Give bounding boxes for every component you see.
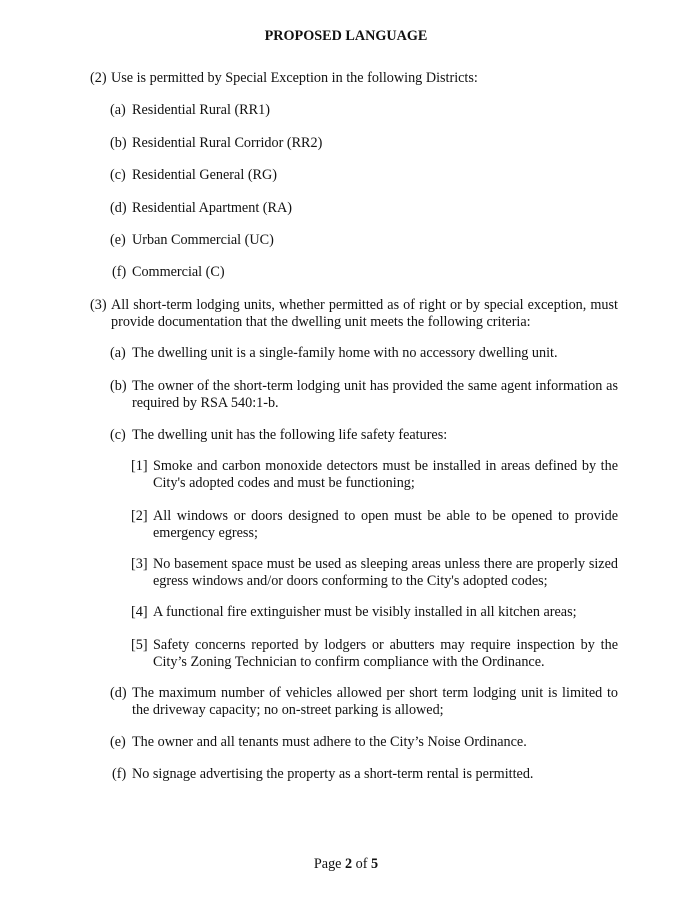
total-pages: 5 xyxy=(371,856,379,872)
item-text: Residential Rural Corridor (RR2) xyxy=(132,135,323,151)
district-item xyxy=(110,102,617,119)
item-text: Residential Rural (RR1) xyxy=(132,102,270,118)
item-text: The maximum number of vehicles allowed per short term lodging unit is limited to the driveway capacity; no on-street parking is allowed; xyxy=(132,685,618,718)
item-label: [4] xyxy=(131,604,148,620)
item-text: All windows or doors designed to open must be able to be opened to provide emergency egress; xyxy=(153,508,618,541)
item-label: [2] xyxy=(131,508,148,524)
section-label: (2) xyxy=(90,70,107,86)
item-label: (a) xyxy=(110,102,126,118)
criteria-item xyxy=(112,766,618,783)
safety-item xyxy=(131,556,618,589)
page-prefix: Page xyxy=(313,856,342,872)
section-label: (3) xyxy=(90,297,107,313)
item-text: The owner of the short-term lodging unit has provided the same agent information as required by RSA 540:1-b. xyxy=(132,378,618,411)
item-text: Urban Commercial (UC) xyxy=(132,232,274,248)
page-number xyxy=(0,856,692,873)
section-2 xyxy=(90,70,620,87)
criteria-item xyxy=(110,685,618,718)
district-item xyxy=(112,264,617,281)
item-label: (c) xyxy=(110,167,126,183)
item-label: (f) xyxy=(112,264,127,280)
section-text: Use is permitted by Special Exception in the following Districts: xyxy=(111,70,478,86)
criteria-item xyxy=(110,378,618,411)
item-text: No signage advertising the property as a short-term rental is permitted. xyxy=(132,766,534,782)
current-page: 2 xyxy=(345,856,353,872)
item-text: A functional fire extinguisher must be visibly installed in all kitchen areas; xyxy=(153,604,577,620)
section-text: All short-term lodging units, whether permitted as of right or by special exception, must provide documentation that the dwelling unit meets the following criteria: xyxy=(111,297,618,330)
item-label: (f) xyxy=(112,766,127,782)
item-label: (e) xyxy=(110,734,126,750)
item-label: (d) xyxy=(110,200,127,216)
safety-item xyxy=(131,458,618,491)
item-label: (c) xyxy=(110,427,126,443)
district-item xyxy=(110,167,617,184)
item-text: The dwelling unit has the following life safety features: xyxy=(132,427,448,443)
item-text: No basement space must be used as sleeping areas unless there are properly sized egress windows and/or doors conforming to the City's adopted codes; xyxy=(153,556,618,589)
item-text: The dwelling unit is a single-family home with no accessory dwelling unit. xyxy=(132,345,558,361)
criteria-item xyxy=(110,427,618,444)
item-label: (a) xyxy=(110,345,126,361)
item-label: (e) xyxy=(110,232,126,248)
criteria-item xyxy=(110,734,618,751)
page-title: PROPOSED LANGUAGE xyxy=(264,28,428,44)
item-label: (b) xyxy=(110,135,127,151)
item-label: (b) xyxy=(110,378,127,394)
item-text: The owner and all tenants must adhere to the City’s Noise Ordinance. xyxy=(132,734,527,750)
item-label: [3] xyxy=(131,556,148,572)
item-label: [5] xyxy=(131,637,148,653)
criteria-item xyxy=(110,345,618,362)
safety-item xyxy=(131,637,618,670)
section-3 xyxy=(90,297,618,330)
item-text: Smoke and carbon monoxide detectors must be installed in areas defined by the City's adopted codes and must be functioning; xyxy=(153,458,618,491)
page-of: of xyxy=(355,856,368,872)
item-text: Safety concerns reported by lodgers or abutters may require inspection by the City’s Zoning Technician to confirm compliance with the Ordinance. xyxy=(153,637,618,670)
district-item xyxy=(110,200,617,217)
item-label: (d) xyxy=(110,685,127,701)
item-text: Residential Apartment (RA) xyxy=(132,200,292,216)
safety-item xyxy=(131,508,618,541)
item-text: Commercial (C) xyxy=(132,264,225,280)
safety-item xyxy=(131,604,618,621)
item-text: Residential General (RG) xyxy=(132,167,277,183)
district-item xyxy=(110,232,617,249)
item-label: [1] xyxy=(131,458,148,474)
district-item xyxy=(110,135,617,152)
